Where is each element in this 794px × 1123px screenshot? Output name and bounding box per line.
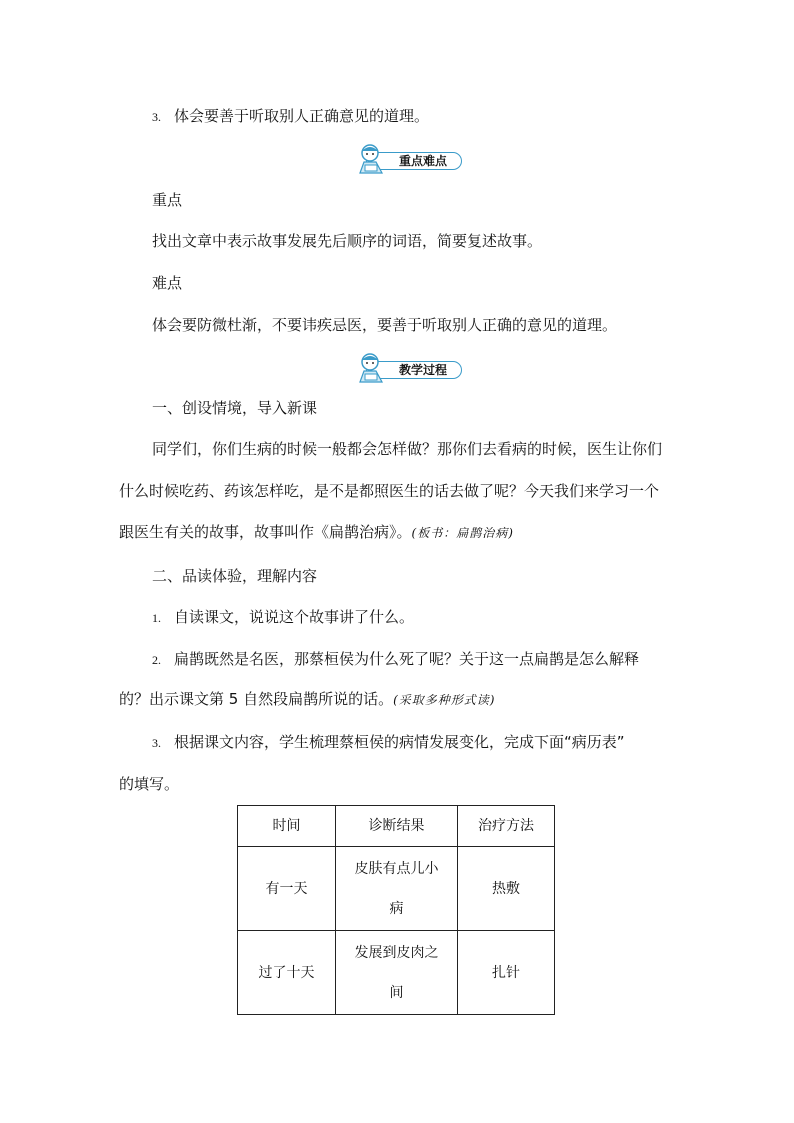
part1-heading: 一、创设情境，导入新课 — [152, 399, 318, 417]
objective-3-number: 3. — [152, 110, 161, 124]
key-text: 找出文章中表示故事发展先后顺序的词语，简要复述故事。 — [152, 232, 543, 250]
part1-line3-text: 跟医生有关的故事，故事叫作《扁鹊治病》。 — [119, 523, 412, 541]
diagnosis-line1: 发展到皮肉之 — [354, 944, 439, 961]
part2-item2-line1 — [152, 649, 639, 670]
badge-label: 教学过程 — [398, 363, 447, 377]
part1-line1: 同学们，你们生病的时候一般都会怎样做？那你们去看病的时候，医生让你们 — [152, 440, 663, 458]
table-row — [238, 847, 555, 931]
cell-treatment: 扎针 — [458, 931, 555, 1015]
cell-diagnosis — [336, 847, 458, 931]
part2-item3-line1 — [152, 732, 625, 753]
board-note: (板书：扁鹊治病) — [411, 526, 514, 540]
part2-heading: 二、品读体验，理解内容 — [152, 567, 318, 585]
part2-item1 — [152, 607, 414, 628]
item2-line2-text: 的？出示课文第 5 自然段扁鹊所说的话。 — [119, 690, 394, 708]
item2-line1-text: 扁鹊既然是名医，那蔡桓侯为什么死了呢？关于这一点扁鹊是怎么解释 — [174, 650, 640, 668]
part2-item2-line2 — [119, 689, 495, 710]
item1-text: 自读课文，说说这个故事讲了什么。 — [174, 608, 415, 626]
header-treatment: 治疗方法 — [458, 806, 555, 847]
objective-3 — [152, 106, 429, 127]
diagnosis-line1: 皮肤有点儿小 — [354, 860, 439, 877]
part2-item3-line2: 的填写。 — [119, 775, 180, 793]
key-heading: 重点 — [152, 191, 183, 209]
item2-number: 2. — [152, 653, 161, 667]
header-time: 时间 — [238, 806, 336, 847]
medical-record-table — [237, 805, 555, 1015]
diagnosis-line2: 病 — [389, 900, 404, 917]
part1-line2: 什么时候吃药、药该怎样吃，是不是都照医生的话去做了呢？今天我们来学习一个 — [119, 482, 660, 500]
difficulty-heading: 难点 — [152, 274, 183, 292]
diagnosis-line2: 间 — [389, 984, 404, 1001]
part1-line3 — [119, 522, 514, 543]
objective-3-text: 体会要善于听取别人正确意见的道理。 — [174, 107, 430, 125]
badge-label: 重点难点 — [398, 154, 447, 168]
reading-note: (采取多种形式读) — [393, 693, 496, 707]
student-reading-icon — [356, 143, 390, 175]
item3-number: 3. — [152, 736, 161, 750]
table-header-row — [238, 806, 555, 847]
section-badge-key-points — [356, 143, 464, 173]
item3-line1-text: 根据课文内容，学生梳理蔡桓侯的病情发展变化，完成下面“病历表” — [174, 733, 625, 751]
table-row — [238, 931, 555, 1015]
item1-number: 1. — [152, 611, 161, 625]
cell-treatment: 热敷 — [458, 847, 555, 931]
cell-time: 有一天 — [238, 847, 336, 931]
difficulty-text: 体会要防微杜渐，不要讳疾忌医，要善于听取别人正确的意见的道理。 — [152, 316, 618, 334]
cell-diagnosis — [336, 931, 458, 1015]
section-badge-process — [356, 352, 464, 382]
cell-time: 过了十天 — [238, 931, 336, 1015]
header-diagnosis: 诊断结果 — [336, 806, 458, 847]
student-reading-icon — [356, 352, 390, 384]
